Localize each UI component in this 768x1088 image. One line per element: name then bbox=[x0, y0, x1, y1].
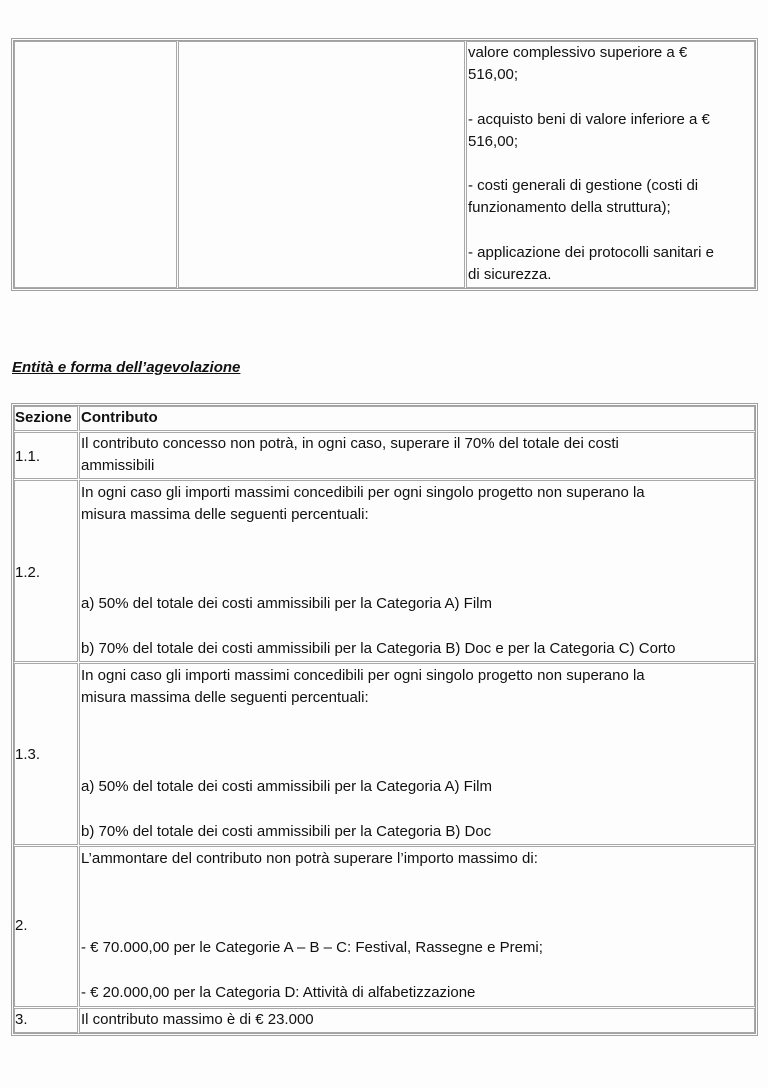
continuation-text-line: valore complessivo superiore a € bbox=[468, 44, 688, 61]
row-sezione-number: 1.2. bbox=[15, 564, 41, 581]
row-text-line: In ogni caso gli importi massimi concedibili per ogni singolo progetto non superano la bbox=[81, 484, 645, 501]
continuation-text-line: di sicurezza. bbox=[468, 266, 552, 283]
header-sezione-label: Sezione bbox=[15, 409, 72, 426]
row-sezione-number: 1.3. bbox=[15, 746, 41, 763]
row-text-line: a) 50% del totale dei costi ammissibili per la Categoria A) Film bbox=[81, 778, 492, 795]
header-cell-contributo bbox=[79, 406, 755, 431]
row-text-line: In ogni caso gli importi massimi concedibili per ogni singolo progetto non superano la bbox=[81, 667, 645, 684]
row-text-line: Il contributo massimo è di € 23.000 bbox=[81, 1011, 314, 1028]
row-sezione-number: 3. bbox=[15, 1011, 28, 1028]
row-sezione-number: 1.1. bbox=[15, 448, 41, 465]
row-text-line: ammissibili bbox=[81, 457, 155, 474]
continuation-text-line: 516,00; bbox=[468, 66, 519, 83]
continuation-text-line: - costi generali di gestione (costi di bbox=[468, 177, 699, 194]
continuation-text-line: - acquisto beni di valore inferiore a € bbox=[468, 111, 710, 128]
row-text-line: - € 70.000,00 per le Categorie A – B – C: Festival, Rassegne e Premi; bbox=[81, 939, 543, 956]
continuation-text-line: funzionamento della struttura); bbox=[468, 199, 671, 216]
row-sezione-number: 2. bbox=[15, 917, 28, 934]
continuation-cell-2 bbox=[178, 41, 465, 288]
continuation-cell-1 bbox=[14, 41, 177, 288]
continuation-text-line: - applicazione dei protocolli sanitari e bbox=[468, 244, 714, 261]
header-contributo-label: Contributo bbox=[81, 409, 158, 426]
row-text-line: b) 70% del totale dei costi ammissibili per la Categoria B) Doc e per la Categoria C) Corto bbox=[81, 640, 676, 657]
row-text-line: Il contributo concesso non potrà, in ogni caso, superare il 70% del totale dei costi bbox=[81, 435, 619, 452]
row-text-line: misura massima delle seguenti percentuali: bbox=[81, 689, 369, 706]
continuation-text-line: 516,00; bbox=[468, 133, 519, 150]
row-text-line: - € 20.000,00 per la Categoria D: Attività di alfabetizzazione bbox=[81, 984, 476, 1001]
row-text-line: b) 70% del totale dei costi ammissibili per la Categoria B) Doc bbox=[81, 823, 492, 840]
section-heading: Entità e forma dell’agevolazione bbox=[12, 359, 241, 376]
row-text-line: misura massima delle seguenti percentuali: bbox=[81, 506, 369, 523]
row-text-line: a) 50% del totale dei costi ammissibili per la Categoria A) Film bbox=[81, 595, 492, 612]
row-text-line: L’ammontare del contributo non potrà superare l’importo massimo di: bbox=[81, 850, 538, 867]
